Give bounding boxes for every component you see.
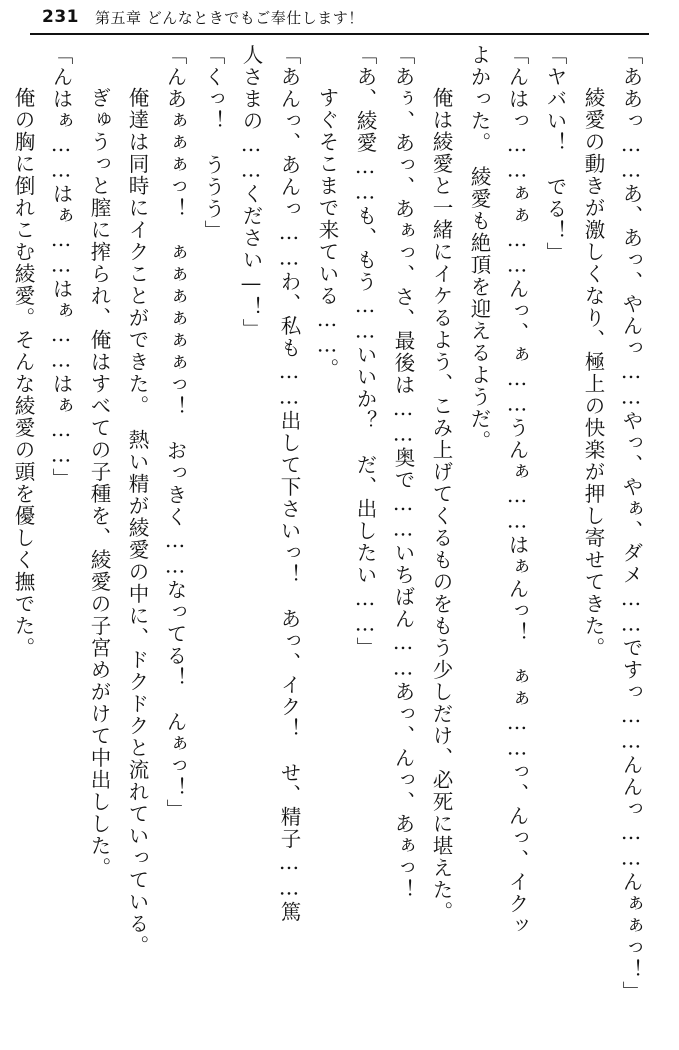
text-line: ぎゅうっと膣に搾られ、俺はすべての子種を、綾愛の子宮めがけて中出しした。 <box>87 65 111 879</box>
text-line: 「あぅ、あっ、あぁっ、さ、最後は……奥で……いちばん……あっ、んっ、あぁっ！ <box>391 44 415 901</box>
page-header <box>0 0 679 34</box>
chapter-title: 第五章 どんなときでもご奉仕します！ <box>95 8 364 27</box>
text-line: 「んあぁぁぁっ！ ぁぁぁぁぁぁっ！ おっきく……なってる！ んぁっ！」 <box>163 44 187 821</box>
page-body <box>11 44 650 1034</box>
text-line: よかった。 綾愛も絶頂を迎えるようだ。 <box>467 44 491 452</box>
text-line: 「あ、綾愛……も、もう……いいか？ だ、出したい……」 <box>353 44 377 659</box>
text-line: 「んはっ……ぁぁ……んっ、ぁ……うんぁ……はぁんっ！ ぁぁ……っ、んっ、イクッ <box>505 44 529 937</box>
text-line: 「くっ！ ううう」 <box>201 44 225 242</box>
text-line: すぐそこまで来ている……。 <box>315 65 339 380</box>
text-line: 俺は綾愛と一緒にイケるよう、こみ上げてくるものをもう少しだけ、必死に堪えた。 <box>429 65 453 923</box>
text-line: 俺の胸に倒れこむ綾愛。そんな綾愛の頭を優しく撫でた。 <box>11 65 35 659</box>
page-number: 231 <box>42 7 79 27</box>
text-line: 「ああっ……あ、あっ、やんっ……やっ、やぁ、ダメ……ですっ……んんっ……んぁぁっ！」 <box>619 44 643 1003</box>
text-line: 俺達は同時にイクことができた。 熱い精が綾愛の中に、ドクドクと流れていっている。 <box>125 65 149 957</box>
text-line: 「んはぁ……はぁ……はぁ……はぁ……」 <box>49 44 73 490</box>
text-line: 人さまの……ください—！」 <box>239 44 263 341</box>
text-line: 綾愛の動きが激しくなり、極上の快楽が押し寄せてきた。 <box>581 65 605 659</box>
text-line: 「ヤバい！ でる！」 <box>543 44 567 264</box>
vertical-text-block <box>11 44 650 1034</box>
text-line: 「あんっ、あんっ……わ、私も……出して下さいっ！ あっ、イク！ せ、精子……篤 <box>277 44 301 923</box>
header-divider <box>30 33 649 35</box>
